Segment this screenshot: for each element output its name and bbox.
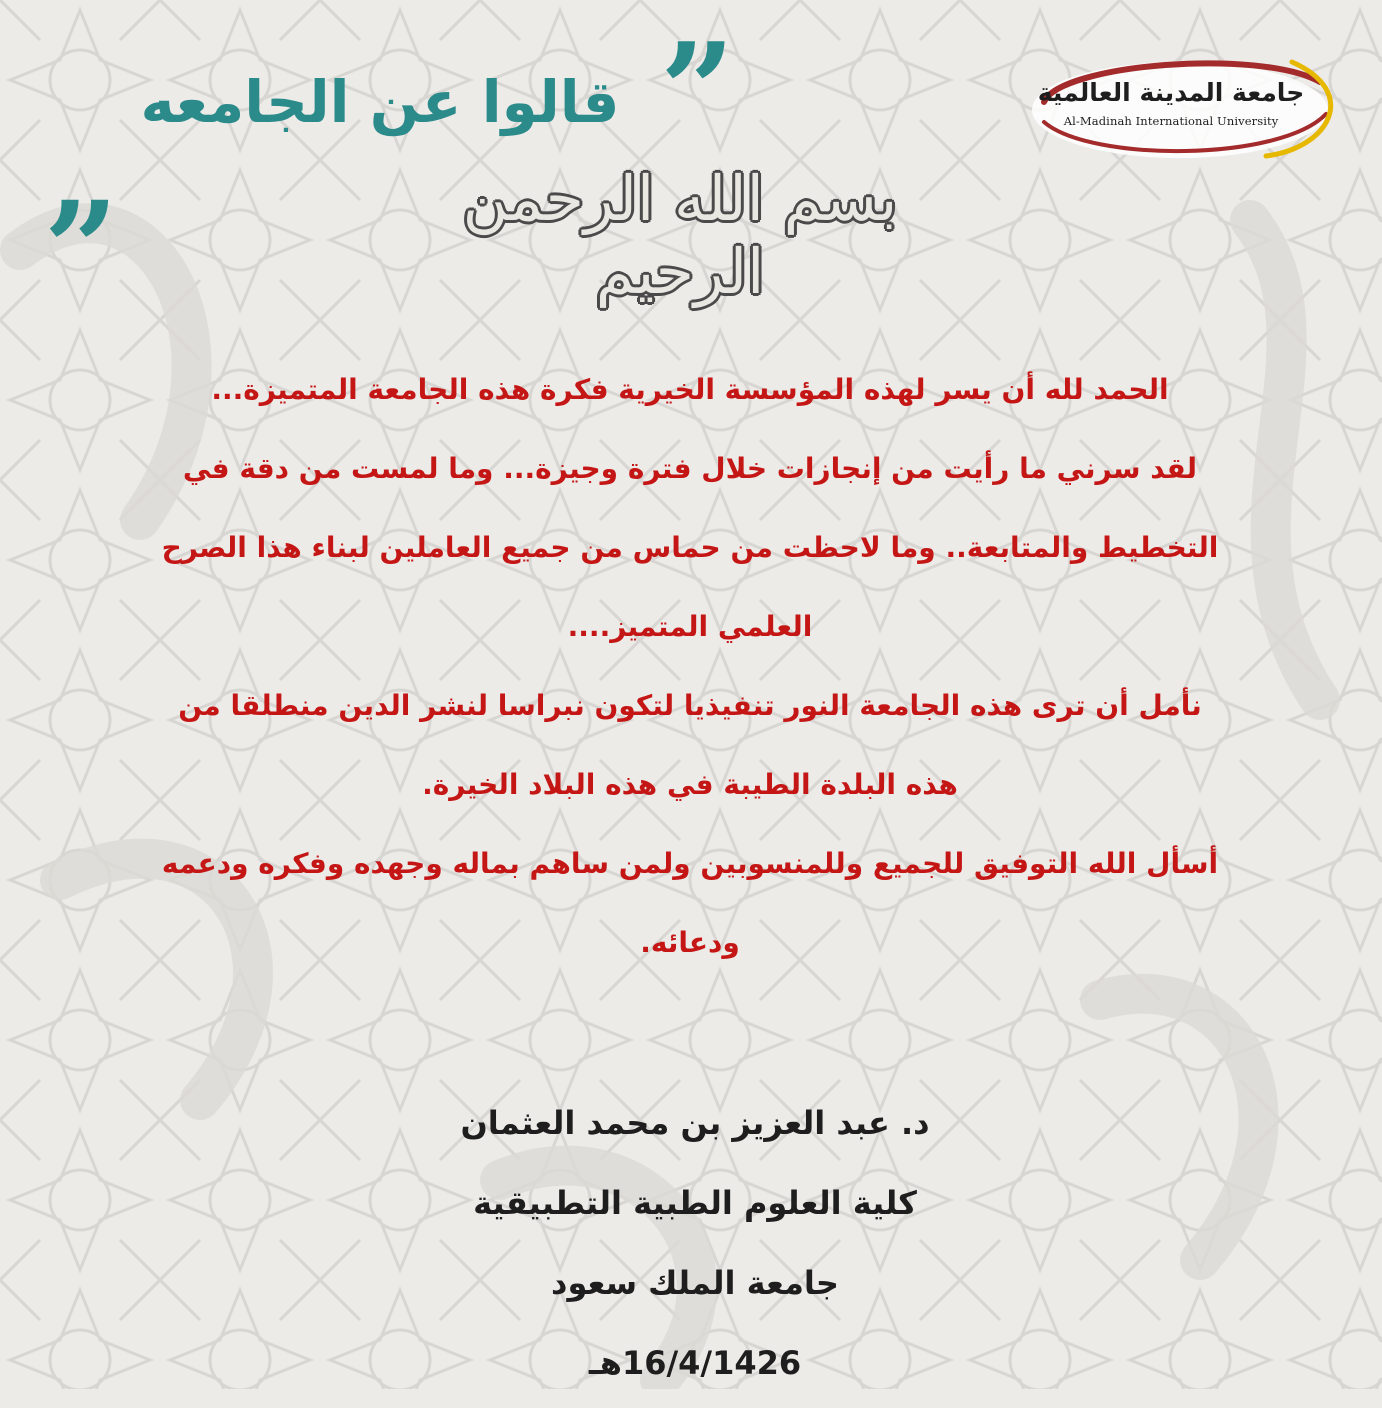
signature-date: 16/4/1426هـ <box>588 1344 802 1382</box>
page-title: قالوا عن الجامعه <box>140 68 620 136</box>
logo-english-name: Al-Madinah International University <box>1063 114 1279 128</box>
testimonial-line: العلمي المتميز.... <box>567 610 813 643</box>
signer-college: كلية العلوم الطبية التطبيقية <box>473 1184 917 1222</box>
testimonial-line: ودعائه. <box>640 926 740 959</box>
testimonial-text <box>40 360 1340 992</box>
testimonial-line: هذه البلدة الطيبة في هذه البلاد الخيرة. <box>422 768 958 801</box>
signer-name: د. عبد العزيز بن محمد العثمان <box>460 1104 930 1142</box>
quote-open-icon: ” <box>660 14 735 167</box>
quote-close-icon: „ <box>46 98 121 251</box>
logo-arabic-name: جامعة المدينة العالمية <box>1037 78 1305 107</box>
testimonial-line: الحمد لله أن يسر لهذه المؤسسة الخيرية فكرة هذه الجامعة المتميزة... <box>211 373 1169 406</box>
testimonial-line: نأمل أن ترى هذه الجامعة النور تنفيذيا لتكون نبراسا لنشر الدين منطلقا من <box>178 689 1202 722</box>
university-logo[interactable] <box>1030 52 1342 162</box>
signature-block <box>280 1088 1110 1408</box>
logo-ring-icon <box>1030 52 1342 162</box>
testimonial-line: لقد سرني ما رأيت من إنجازات خلال فترة وجيزة... وما لمست من دقة في <box>182 452 1198 485</box>
testimonial-line: أسأل الله التوفيق للجميع وللمنسوبين ولمن ساهم بماله وجهده وفكره ودعمه <box>161 847 1219 880</box>
testimonial-line: التخطيط والمتابعة.. وما لاحظت من حماس من جميع العاملين لبناء هذا الصرح <box>161 531 1219 564</box>
basmala-heading: بسم الله الرحمن الرحيم <box>462 162 898 308</box>
signer-university: جامعة الملك سعود <box>551 1264 839 1302</box>
